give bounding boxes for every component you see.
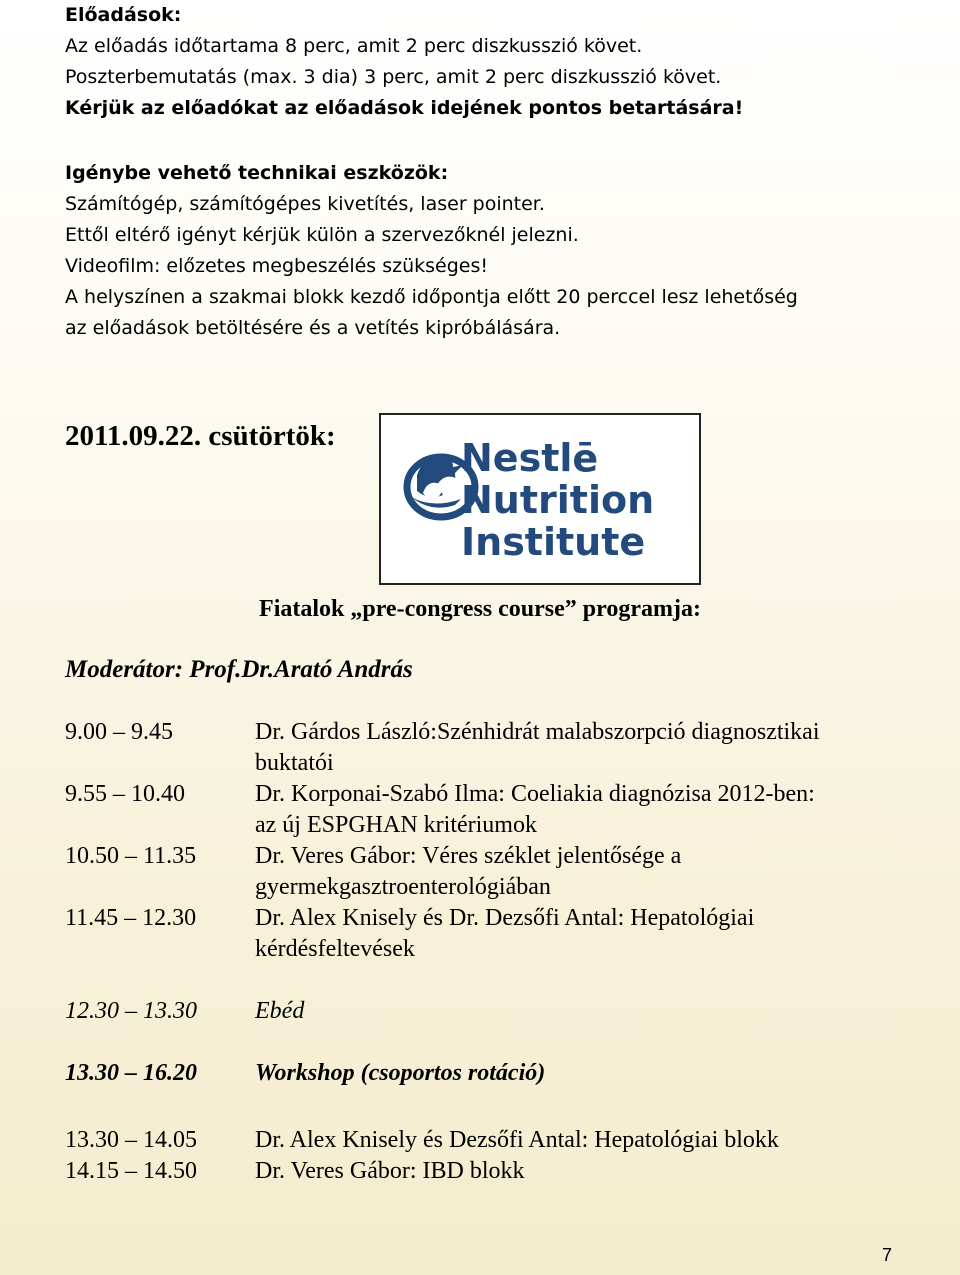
nestle-nutrition-institute-logo [379, 413, 701, 585]
schedule-desc-line: Dr. Alex Knisely és Dr. Dezsőfi Antal: Hepatológiai [255, 905, 755, 931]
tech-line: A helyszínen a szakmai blokk kezdő időpontja előtt 20 perccel lesz lehetőség [65, 286, 798, 308]
workshop-label: Workshop (csoportos rotáció) [255, 1060, 546, 1086]
timing-request-text: Kérjük az előadókat az előadások idejének pontos betartására! [65, 97, 744, 119]
schedule-desc-line: Dr. Gárdos László:Szénhidrát malabszorpció diagnosztikai [255, 719, 820, 745]
schedule-time: 9.55 – 10.40 [65, 781, 185, 807]
workshop-block-label: Dr. Alex Knisely és Dezsőfi Antal: Hepatológiai blokk [255, 1127, 779, 1153]
lunch-label: Ebéd [255, 998, 305, 1024]
workshop-block-time: 14.15 – 14.50 [65, 1158, 197, 1184]
poster-duration-text: Poszterbemutatás (max. 3 dia) 3 perc, amit 2 perc diszkusszió követ. [65, 66, 722, 88]
tech-section [65, 158, 798, 344]
presentations-heading: Előadások: [65, 4, 182, 26]
schedule-desc [255, 841, 915, 903]
presentations-section [65, 0, 743, 124]
schedule-desc-line: buktatói [255, 750, 334, 776]
course-title [0, 596, 960, 623]
course-title-text: Fiatalok „pre-congress course” programja: [259, 596, 701, 622]
workshop-time: 13.30 – 16.20 [65, 1060, 197, 1086]
schedule-desc-line: Dr. Veres Gábor: Véres széklet jelentősége a [255, 843, 682, 869]
workshop-block-time: 13.30 – 14.05 [65, 1127, 197, 1153]
logo-line-2: Nutrition [461, 478, 655, 522]
schedule-desc [255, 903, 915, 965]
workshop-block-label: Dr. Veres Gábor: IBD blokk [255, 1158, 525, 1184]
tech-line: Videofilm: előzetes megbeszélés szükséges! [65, 255, 489, 277]
moderator-text: Moderátor: Prof.Dr.Arató András [65, 656, 413, 683]
date-heading: 2011.09.22. csütörtök: [65, 420, 336, 452]
schedule-desc [255, 717, 915, 779]
schedule-desc [255, 779, 915, 841]
page-number: 7 [882, 1245, 893, 1265]
tech-line: Ettől eltérő igényt kérjük külön a szervezőknél jelezni. [65, 224, 579, 246]
lunch-time: 12.30 – 13.30 [65, 998, 197, 1024]
tech-line: az előadások betöltésére és a vetítés kipróbálására. [65, 317, 561, 339]
schedule-desc-line: Dr. Korponai-Szabó Ilma: Coeliakia diagnózisa 2012-ben: [255, 781, 815, 807]
logo-line-3: Institute [461, 520, 646, 564]
schedule-time: 9.00 – 9.45 [65, 719, 173, 745]
schedule-desc-line: az új ESPGHAN kritériumok [255, 812, 537, 838]
tech-line: Számítógép, számítógépes kivetítés, laser pointer. [65, 193, 545, 215]
schedule-desc-line: gyermekgasztroenterológiában [255, 874, 551, 900]
logo-line-1: Nestlē [461, 436, 599, 480]
schedule-time: 10.50 – 11.35 [65, 843, 197, 869]
tech-heading: Igénybe vehető technikai eszközök: [65, 162, 449, 184]
presentation-duration-text: Az előadás időtartama 8 perc, amit 2 perc diszkusszió követ. [65, 35, 643, 57]
schedule-time: 11.45 – 12.30 [65, 905, 197, 931]
schedule-desc-line: kérdésfeltevések [255, 936, 415, 962]
